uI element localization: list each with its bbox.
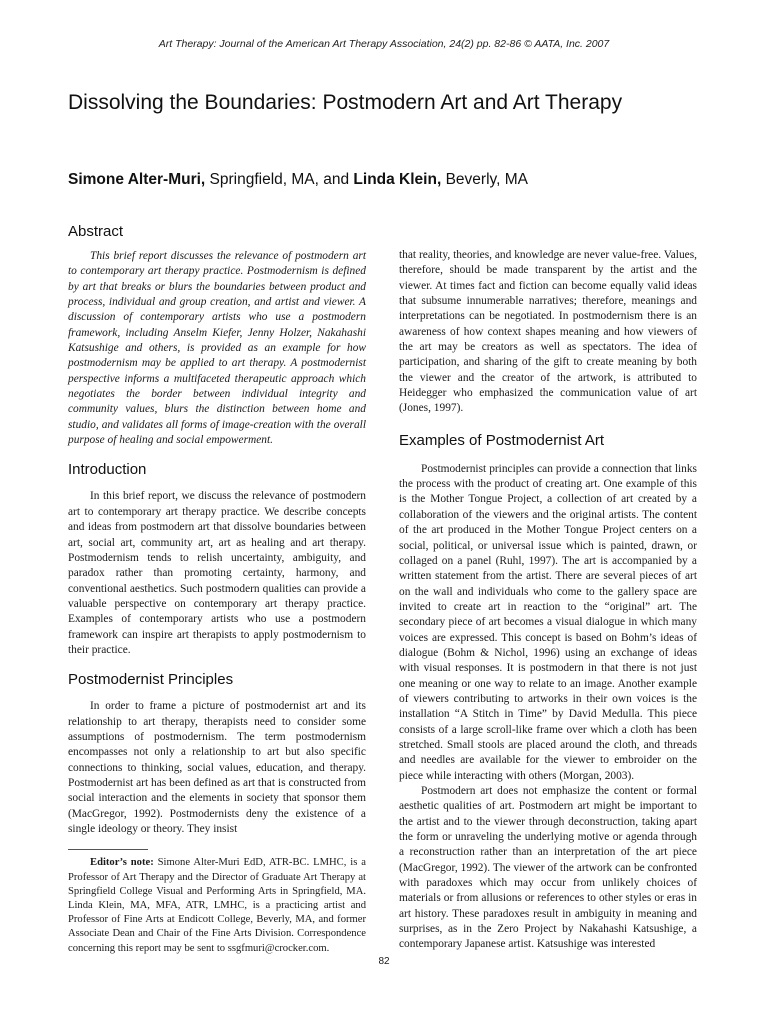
right-column — [399, 248, 697, 953]
examples-heading: Examples of Postmodernist Art — [399, 431, 605, 449]
author-name: Linda Klein, — [353, 171, 442, 188]
running-head: Art Therapy: Journal of the American Art Therapy Association, 24(2) pp. 82-86 © AATA, Inc. 2007 — [158, 38, 610, 50]
footnote-divider — [68, 849, 148, 850]
introduction-heading: Introduction — [68, 461, 147, 479]
left-column — [68, 222, 366, 956]
abstract-heading: Abstract — [68, 223, 124, 240]
article-title: Dissolving the Boundaries: Postmodern Art and Art Therapy — [68, 91, 623, 114]
author-affiliation: Springfield, MA, and — [205, 171, 354, 188]
editors-note-text: Simone Alter-Muri EdD, ATR-BC. LMHC, is a Professor of Art Therapy and the Director of Graduate Art Therapy at Springfield College Visual and Performing Arts in Springfield, MA. Linda Klein, MA, MFA, ATR, LMHC, is a practicing artist and Professor of Fine Arts at Endicott College, Beverly, MA, and former Associate Dean and Chair of the Fine Arts Division. Correspondence concerning this report may be sent to ssgfmuri@crocker.com. — [68, 857, 366, 954]
abstract-text: This brief report discusses the relevance of postmodern art to contemporary art therapy practice. Postmodernism is defined by art that breaks or blurs the boundaries between product and process, individual and group creation, and artist and viewer. A discussion of contemporary artists who use a postmodern framework, including Anselm Kiefer, Jenny Holzer, Nakahashi Katsushige and others, is provided as an example for how postmodernism may be applied to art therapy. A postmodernist perspective informs a multifaceted therapeutic approach which negotiates the border between individual integrity and community values, blurs the distinction between home and studio, and validates all forms of image-creation with the overall purpose of healing and social empowerment. — [68, 250, 366, 447]
introduction-text: In this brief report, we discuss the relevance of postmodern art to contemporary art therapy practice. We describe concepts and ideas from postmodern art that dissolve boundaries between art, social art, community art, art as healing and art therapy. Postmodernism tends to relish uncertainty, ambiguity, and paradox rather than promoting certainty, harmony, and conventional aesthetics. Such postmodern qualities can provide a valuable perspective on contemporary art therapy practice. Examples of contemporary artists who use a postmodern framework can inspire art therapists to apply postmodernism to their practice. — [68, 490, 366, 656]
continuation-text: that reality, theories, and knowledge are never value-free. Values, therefore, should be made transparent by the artist and the viewer. At times fact and fiction can become equally valid ideas that subsume innumerable narratives; therefore, meanings and interpretations can be negotiated. In postmodernism there is an awareness of how context shapes meaning and how viewers of the art may be creators as well as spectators. The idea of participation, and sharing of the gift to create meaning by both the viewer and the creator of the artwork, is attributed to Heidegger who emphasized the communication value of art (Jones, 1997). — [399, 249, 697, 415]
editors-note-label: Editor’s note: — [90, 857, 154, 869]
editors-note — [68, 856, 366, 955]
examples-paragraph-2: Postmodern art does not emphasize the content or formal aesthetic qualities of art. Postmodern art might be important to the artist and to the viewer through deconstruction, taking apart the form or unraveling the underlying motive or agenda through a reconstruction rather than an interpretation of the art piece (MacGregor, 1992). The viewer of the artwork can be confronted with paradoxes which may occur from unlikely choices of materials or from allusions or references to other styles or eras in art history. These paradoxes result in ambiguity in meaning and surprises, as in the Zero Project by Nakahashi Katsushige, a contemporary Japanese artist. Katsushige was interested — [399, 785, 697, 951]
author-line — [68, 171, 708, 189]
examples-paragraph-1: Postmodernist principles can provide a connection that links the process with the product of creating art. One example of this is the Mother Tongue Project, a collection of art created by a collaboration of the viewers and the original artists. The content of the art produced in the Mother Tongue Project centers on a social, political, or universal issue which is painted, drawn, or collaged on a panel (Ruhl, 1997). The art is accompanied by a written statement from the artist. There are several pieces of art on the wall and individuals who come to the gallery space are invited to create art in reaction to the “original” art. The secondary piece of art becomes a visual dialogue in which many voices are expressed. This concept is based on Bohm’s ideas of dialogue (Bohm & Nichol, 1996) using an exchange of ideas with visual responses. It is postmodern in that there is not just one meaning or one way to relate to an image. Another example of viewers contributing to artworks in their own voices is the installation “A Stitch in Time” by David Medulla. This piece consists of a large scroll-like frame over which a cloth has been stretched. Small stools are placed around the cloth, and threads and needles are available for the viewer to embroider on the piece while interacting with others (Morgan, 2003). — [399, 462, 697, 782]
author-affiliation: Beverly, MA — [441, 171, 528, 188]
principles-text: In order to frame a picture of postmodernist art and its relationship to art therapy, therapists need to consider some assumptions of postmodernism. The term postmodernism encompasses not only a relationship to art but also specific connections to thinking, social values, education, and therapy. Postmodernist art has been defined as art that is constructed from social interaction and the elements in society that sponsor them (MacGregor, 1992). Postmodernists deny the existence of a single ideology or theory. They insist — [68, 700, 366, 835]
principles-heading: Postmodernist Principles — [68, 671, 234, 689]
page-number: 82 — [378, 956, 390, 967]
author-name: Simone Alter-Muri, — [68, 171, 206, 188]
